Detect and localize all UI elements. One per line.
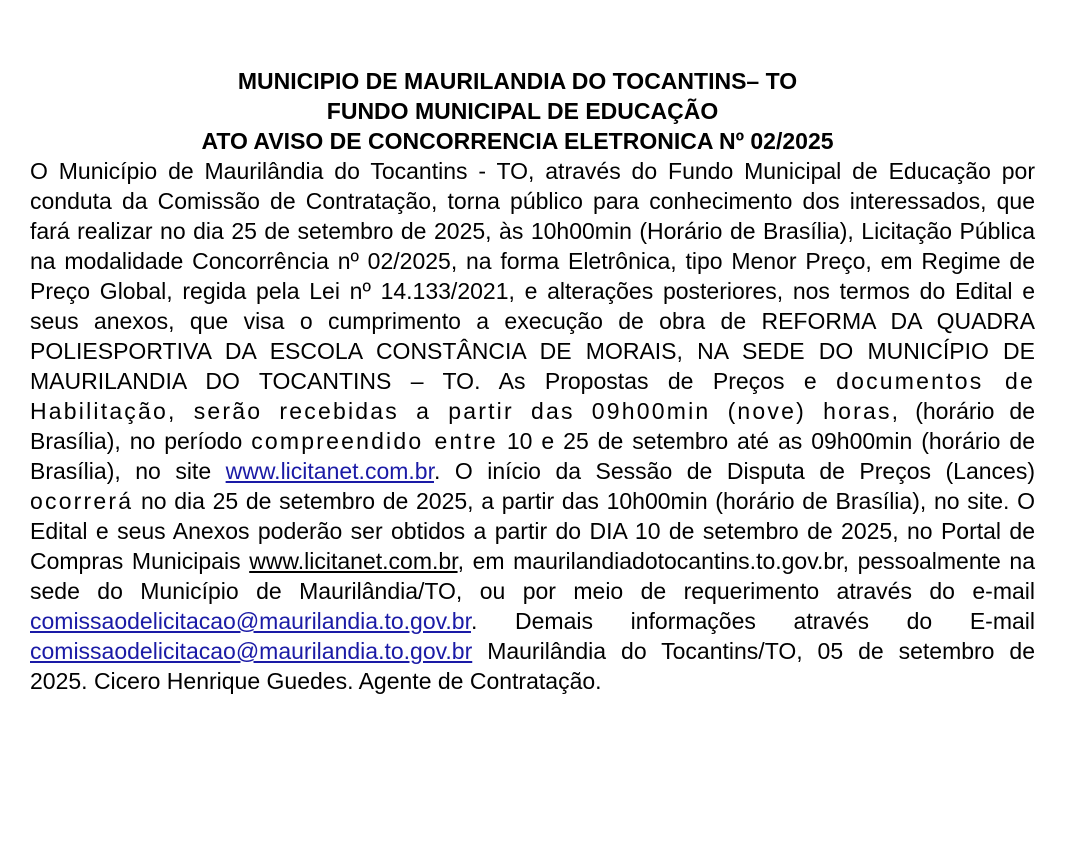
body-text-3: (horário de Brasília), no período <box>30 398 1035 454</box>
licitanet-link[interactable]: www.licitanet.com.br <box>225 458 434 484</box>
body-text-12: . Demais informações através do E-mail <box>470 608 1035 634</box>
notice-header <box>30 66 1035 156</box>
header-act-title: ATO AVISO DE CONCORRENCIA ELETRONICA Nº 02/2025 <box>201 128 834 154</box>
notice-body <box>30 156 1035 696</box>
body-text-13: Maurilândia do Tocantins/TO, 05 de setembro de 2025. Cicero Henrique Guedes. Agente de Contratação. <box>30 638 1035 694</box>
body-text-2: documentos de Habilitação, serão recebidas a partir das 09h00min (nove) horas, <box>30 368 1035 424</box>
body-text-11: , em maurilandiadotocantins.to.gov.br, pessoalmente na sede do Município de Maurilândia/TO, ou por meio de requerimento através do e-mail <box>30 548 1035 604</box>
body-text-9: a partir do DIA 10 de setembro de 2025, <box>473 518 899 544</box>
email-link-1[interactable]: comissaodelicitacao@maurilandia.to.gov.br <box>30 608 471 634</box>
body-text-4: compreendido entre <box>251 428 498 454</box>
body-text-10: no Portal de Compras Municipais <box>30 518 1035 574</box>
notice-document <box>30 66 1035 696</box>
body-text-7: ocorrerá <box>30 488 134 514</box>
licitanet-portal-link[interactable]: www.licitanet.com.br <box>249 548 458 574</box>
body-text-8: no dia 25 de setembro de 2025, a partir das 10h00min (horário de Brasília), no site. O Edital e seus Anexos poderão ser obtidos <box>30 488 1035 544</box>
body-text-1: O Município de Maurilândia do Tocantins - TO, através do Fundo Municipal de Educação por conduta da Comissão de Contratação, torna público para conhecimento dos interessados, que fará realizar no dia 25 de setembro de 2025, às 10h00min (Horário de Brasília), Licitação Pública na modalidade Concorrência nº 02/2025, na forma Eletrônica, tipo Menor Preço, em Regime de Preço Global, regida pela Lei nº 14.133/2021, e alterações posteriores, nos termos do Edital e seus anexos, que visa o cumprimento a execução de obra de REFORMA DA QUADRA POLIESPORTIVA DA ESCOLA CONSTÂNCIA DE MORAIS, NA SEDE DO MUNICÍPIO DE MAURILANDIA DO TOCANTINS – TO. As Propostas de Preços e <box>30 158 1035 394</box>
body-text-5: 10 e 25 de setembro até as 09h00min (horário de Brasília), no site <box>30 428 1035 484</box>
header-municipality: MUNICIPIO DE MAURILANDIA DO TOCANTINS– TO <box>237 68 798 94</box>
email-link-2[interactable]: comissaodelicitacao@maurilandia.to.gov.br <box>30 638 473 664</box>
header-fund: FUNDO MUNICIPAL DE EDUCAÇÃO <box>326 98 719 124</box>
body-text-6: . O início da Sessão de Disputa de Preços (Lances) <box>433 458 1035 484</box>
